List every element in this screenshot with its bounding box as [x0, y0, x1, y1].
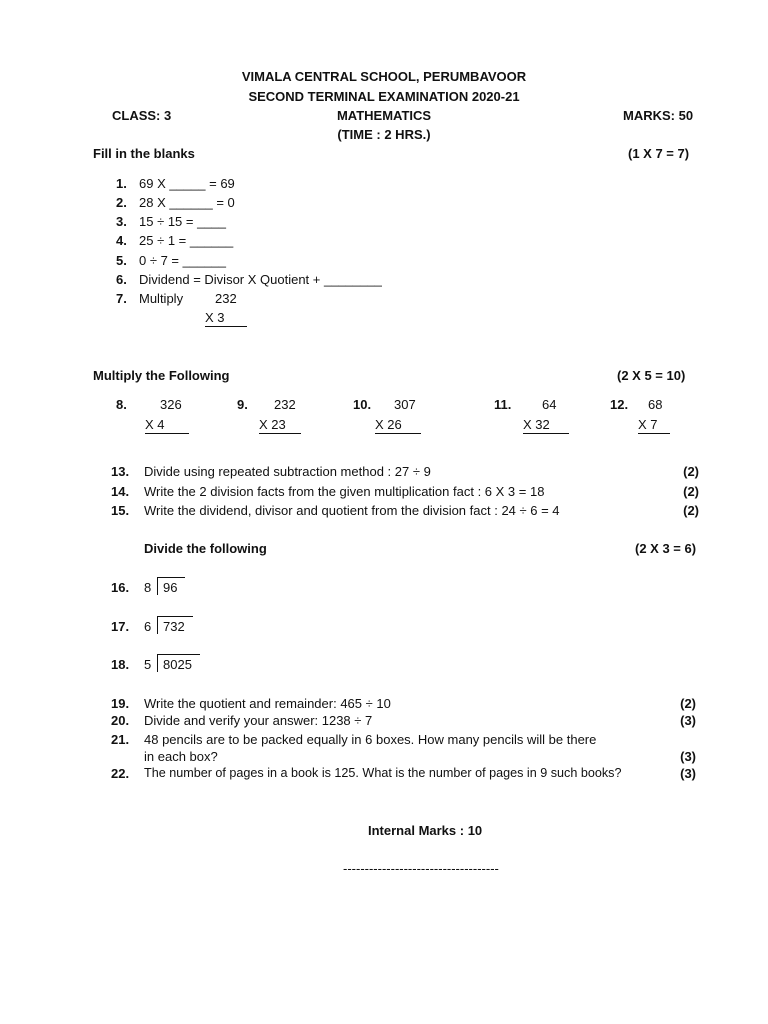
question-number: 6.	[116, 272, 127, 287]
school-name: VIMALA CENTRAL SCHOOL, PERUMBAVOOR	[241, 69, 527, 84]
question-marks: (3)	[680, 749, 696, 764]
section-heading-fill-blanks: Fill in the blanks	[93, 146, 195, 161]
question-text: Dividend = Divisor X Quotient + ________	[139, 272, 382, 287]
multiplier: X 23	[259, 417, 301, 434]
question-number: 22.	[111, 766, 130, 781]
divisor: 8	[144, 580, 152, 595]
question-text: Write the 2 division facts from the given multiplication fact : 6 X 3 = 18	[144, 484, 545, 499]
question-number: 13.	[111, 464, 130, 479]
question-text: Divide and verify your answer: 1238 ÷ 7	[144, 713, 373, 728]
internal-marks: Internal Marks : 10	[368, 823, 483, 838]
question-text: 48 pencils are to be packed equally in 6 boxes. How many pencils will be there	[144, 732, 597, 747]
question-number: 8.	[116, 397, 127, 412]
question-text: Write the dividend, divisor and quotient from the division fact : 24 ÷ 6 = 4	[144, 503, 560, 518]
section-heading-divide: Divide the following	[144, 541, 267, 556]
divisor: 5	[144, 657, 152, 672]
question-text: 69 X _____ = 69	[139, 176, 235, 191]
question-text: Divide using repeated subtraction method : 27 ÷ 9	[144, 464, 431, 479]
question-marks: (2)	[683, 503, 699, 518]
subject-label: MATHEMATICS	[336, 108, 432, 123]
dividend: 96	[157, 577, 185, 595]
multiplier: X 7	[638, 417, 670, 434]
multiplicand: 307	[394, 397, 416, 412]
question-number: 11.	[494, 397, 512, 412]
section-marks-divide: (2 X 3 = 6)	[635, 541, 697, 556]
question-number: 14.	[111, 484, 130, 499]
question-number: 20.	[111, 713, 130, 728]
question-text-continued: in each box?	[144, 749, 218, 764]
question-number: 5.	[116, 253, 127, 268]
question-text: 0 ÷ 7 = ______	[139, 253, 227, 268]
question-marks: (3)	[680, 766, 696, 781]
multiplier: X 26	[375, 417, 421, 434]
section-marks-fill-blanks: (1 X 7 = 7)	[628, 146, 690, 161]
question-text: 28 X ______ = 0	[139, 195, 235, 210]
question-text: The number of pages in a book is 125. What is the number of pages in 9 such books?	[144, 766, 622, 780]
section-marks-multiply: (2 X 5 = 10)	[617, 368, 686, 383]
multiplier: X 3	[205, 310, 247, 327]
exam-title: SECOND TERMINAL EXAMINATION 2020-21	[248, 89, 520, 104]
question-text: Multiply	[139, 291, 184, 306]
question-text: Write the quotient and remainder: 465 ÷ 10	[144, 696, 391, 711]
question-number: 10.	[353, 397, 372, 412]
class-label: CLASS: 3	[112, 108, 172, 123]
multiplicand: 232	[215, 291, 237, 306]
question-text: 15 ÷ 15 = ____	[139, 214, 227, 229]
multiplicand: 64	[542, 397, 557, 412]
time-label: (TIME : 2 HRS.)	[337, 127, 431, 142]
multiplier: X 32	[523, 417, 569, 434]
question-number: 9.	[237, 397, 248, 412]
question-marks: (2)	[683, 484, 699, 499]
question-marks: (2)	[683, 464, 699, 479]
multiplicand: 232	[274, 397, 296, 412]
multiplicand: 326	[160, 397, 182, 412]
section-heading-multiply: Multiply the Following	[93, 368, 230, 383]
question-number: 21.	[111, 732, 130, 747]
question-number: 19.	[111, 696, 130, 711]
multiplicand: 68	[648, 397, 663, 412]
question-marks: (3)	[680, 713, 696, 728]
question-number: 15.	[111, 503, 130, 518]
question-number: 7.	[116, 291, 127, 306]
question-number: 17.	[111, 619, 130, 634]
question-number: 1.	[116, 176, 127, 191]
total-marks: MARKS: 50	[623, 108, 694, 123]
dividend: 732	[157, 616, 193, 634]
end-divider: ------------------------------------	[343, 861, 499, 876]
question-number: 2.	[116, 195, 127, 210]
question-number: 3.	[116, 214, 127, 229]
question-number: 12.	[610, 397, 629, 412]
question-text: 25 ÷ 1 = ______	[139, 233, 234, 248]
question-marks: (2)	[680, 696, 696, 711]
question-number: 4.	[116, 233, 127, 248]
question-number: 18.	[111, 657, 130, 672]
multiplier: X 4	[145, 417, 189, 434]
dividend: 8025	[157, 654, 200, 672]
question-number: 16.	[111, 580, 130, 595]
divisor: 6	[144, 619, 152, 634]
